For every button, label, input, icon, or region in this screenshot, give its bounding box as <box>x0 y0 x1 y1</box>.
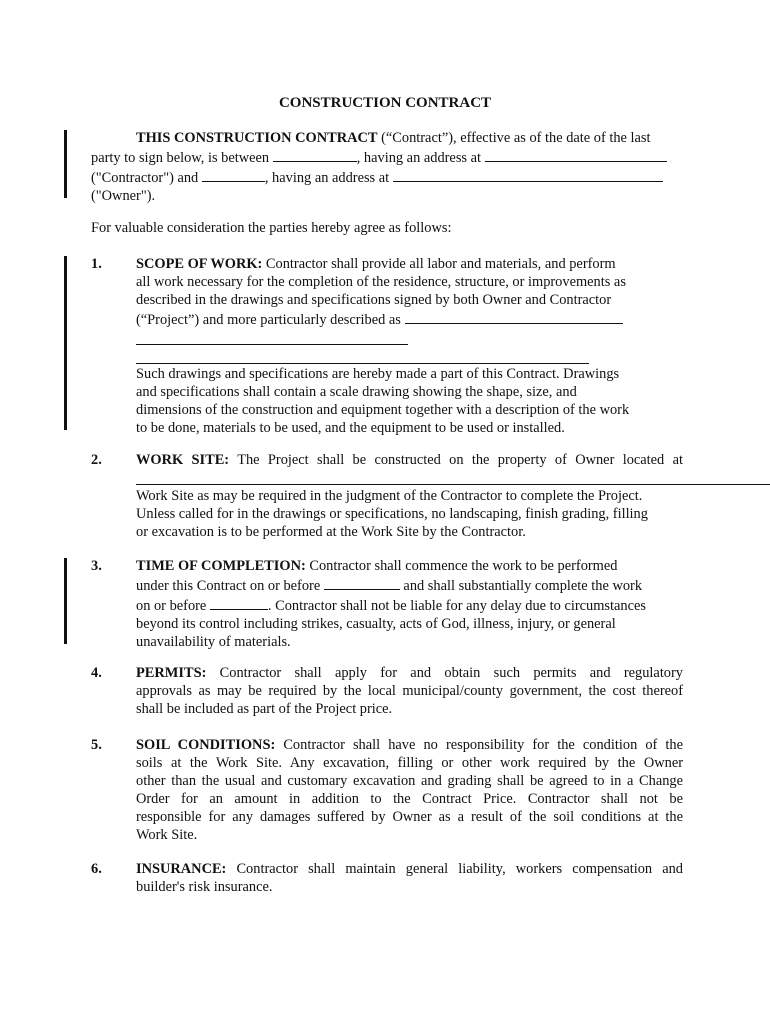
section-line: Work Site. <box>136 827 198 843</box>
section-line: beyond its control including strikes, casualty, acts of God, illness, injury, or general <box>136 616 616 632</box>
section-scope-of-work <box>91 255 683 437</box>
section-work-site <box>91 451 683 541</box>
section-line: Work Site as may be required in the judgment of the Contractor to complete the Project. <box>136 488 643 504</box>
project-description-line-3 <box>136 347 683 365</box>
intro-line-4: ("Owner"). <box>91 188 156 204</box>
section-text: under this Contract on or before <box>136 578 324 594</box>
section-time-of-completion <box>91 557 683 651</box>
section-heading: SCOPE OF WORK: <box>136 256 263 272</box>
section-text: on or before <box>136 598 210 614</box>
completion-date-blank <box>210 595 268 610</box>
section-line <box>136 255 683 273</box>
section-line: responsible for any damages suffered by Owner as a result of the soil conditions at the <box>136 809 683 825</box>
section-insurance <box>91 860 683 896</box>
section-line: shall be included as part of the Project price. <box>136 701 393 717</box>
owner-address-blank <box>393 167 663 182</box>
section-line: to be done, materials to be used, and the equipment to be used or installed. <box>136 420 565 436</box>
section-heading: SOIL CONDITIONS: <box>136 737 276 753</box>
section-heading: INSURANCE: <box>136 861 227 877</box>
section-line: approvals as may be required by the local municipal/county government, the cost thereof <box>136 683 683 699</box>
section-permits <box>91 664 683 718</box>
section-number: 6. <box>91 861 102 877</box>
intro-line-3-b: , having an address at <box>264 170 393 186</box>
section-number: 4. <box>91 665 102 681</box>
contractor-name-blank <box>273 147 357 162</box>
section-line <box>136 736 683 754</box>
section-text: Contractor shall commence the work to be performed <box>305 558 618 574</box>
section-line: and specifications shall contain a scale drawing showing the shape, size, and <box>136 384 577 400</box>
section-text: Contractor shall provide all labor and materials, and perform <box>262 256 616 272</box>
section-text: Contractor shall have no responsibility for the condition of the <box>275 737 683 753</box>
section-heading: TIME OF COMPLETION: <box>136 558 306 574</box>
intro-line-2-a: party to sign below, is between <box>91 150 273 166</box>
intro-line-2 <box>91 147 683 167</box>
change-bar-section-1 <box>64 256 67 430</box>
section-number: 3. <box>91 558 102 574</box>
section-text: The Project shall be constructed on the property of Owner located at <box>229 452 683 468</box>
document-title: CONSTRUCTION CONTRACT <box>278 95 492 111</box>
section-line <box>136 557 683 575</box>
intro-line-3 <box>91 167 683 187</box>
section-text: . Contractor shall not be liable for any delay due to circumstances <box>267 598 646 614</box>
section-line <box>136 575 683 595</box>
section-line: dimensions of the construction and equipment together with a description of the work <box>136 402 630 418</box>
section-line: unavailability of materials. <box>136 634 291 650</box>
section-line <box>136 451 683 469</box>
section-line: other than the usual and customary excavation and grading shall be agreed to in a Change <box>136 773 683 789</box>
contractor-address-blank <box>485 147 667 162</box>
section-line: described in the drawings and specifications signed by both Owner and Contractor <box>136 292 612 308</box>
section-number: 2. <box>91 452 102 468</box>
section-line <box>136 595 683 615</box>
section-line <box>136 309 683 329</box>
section-line: builder's risk insurance. <box>136 879 273 895</box>
change-bar-intro <box>64 130 67 198</box>
section-line: Unless called for in the drawings or specifications, no landscaping, finish grading, filling <box>136 506 648 522</box>
section-text: and shall substantially complete the work <box>399 578 643 594</box>
intro-paragraph <box>91 129 683 205</box>
section-soil-conditions <box>91 736 683 844</box>
project-description-blank <box>405 309 623 324</box>
section-text: Contractor shall apply for and obtain such permits and regulatory <box>206 665 683 681</box>
start-date-blank <box>324 575 400 590</box>
section-text: (“Project”) and more particularly described as <box>136 312 405 328</box>
section-text: Contractor shall maintain general liability, workers compensation and <box>226 861 683 877</box>
section-heading: PERMITS: <box>136 665 207 681</box>
section-number: 1. <box>91 256 102 272</box>
intro-line-1 <box>91 129 683 147</box>
owner-name-blank <box>202 167 265 182</box>
section-line: soils at the Work Site. Any excavation, filling or other work required by the Owner <box>136 755 683 771</box>
work-site-address-line <box>136 469 683 487</box>
consideration-text: For valuable consideration the parties hereby agree as follows: <box>91 220 452 236</box>
intro-line-2-b: , having an address at <box>356 150 485 166</box>
intro-lead: THIS CONSTRUCTION CONTRACT <box>136 130 378 146</box>
intro-line-1-text: (“Contract”), effective as of the date of the last <box>377 130 651 146</box>
section-line: or excavation is to be performed at the Work Site by the Contractor. <box>136 524 526 540</box>
change-bar-section-3 <box>64 558 67 644</box>
intro-line-3-a: ("Contractor") and <box>91 170 202 186</box>
section-line: all work necessary for the completion of the residence, structure, or improvements as <box>136 274 626 290</box>
section-line: Such drawings and specifications are hereby made a part of this Contract. Drawings <box>136 366 620 382</box>
section-number: 5. <box>91 737 102 753</box>
section-line: Order for an amount in addition to the Contract Price. Contractor shall not be <box>136 791 683 807</box>
project-description-line-2 <box>136 329 683 347</box>
section-line <box>136 664 683 682</box>
section-line <box>136 860 683 878</box>
section-heading: WORK SITE: <box>136 452 230 468</box>
